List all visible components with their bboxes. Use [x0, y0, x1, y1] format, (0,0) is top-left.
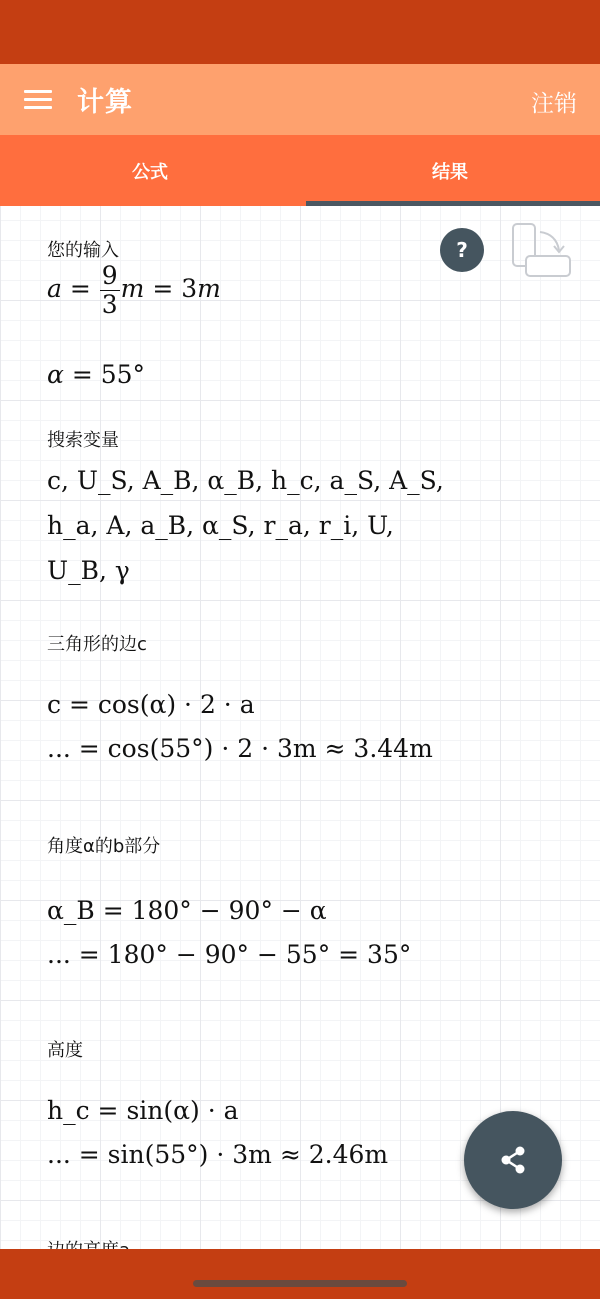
status-bar [0, 0, 600, 64]
system-nav-bar [0, 1249, 600, 1299]
height-formula: h_c = sin(α) · a [47, 1096, 239, 1125]
tab-result[interactable]: 结果 [432, 161, 468, 183]
section-label-side-c: 三角形的边c [47, 634, 147, 655]
input-equation-a: a = $\frac{9}{3}$ m = 3m [47, 261, 221, 319]
section-label-search: 搜索变量 [47, 430, 119, 451]
section-label-input: 您的输入 [47, 240, 119, 261]
result-content[interactable] [0, 206, 600, 1249]
search-variables-line3: U_B, γ [47, 556, 130, 585]
search-variables-line2: h_a, A, a_B, α_S, r_a, r_i, U, [47, 511, 394, 540]
tab-formula[interactable]: 公式 [132, 161, 168, 183]
angle-b-result: ... = 180° − 90° − 55° = 35° [47, 940, 412, 969]
menu-icon[interactable] [24, 90, 52, 110]
app-bar [0, 64, 600, 135]
share-button[interactable] [464, 1111, 562, 1209]
angle-b-formula: α_B = 180° − 90° − α [47, 896, 327, 925]
side-c-formula: c = cos(α) · 2 · a [47, 690, 255, 719]
home-indicator[interactable] [193, 1280, 407, 1287]
input-equation-alpha: α = 55° [47, 360, 146, 389]
section-label-height: 高度 [47, 1040, 83, 1061]
help-icon: ? [456, 238, 468, 262]
share-icon [497, 1144, 529, 1176]
tab-bar [0, 135, 600, 206]
side-c-result: ... = cos(55°) · 2 · 3m ≈ 3.44m [47, 734, 433, 763]
section-label-angle-b: 角度α的b部分 [47, 836, 161, 857]
search-variables-line1: c, U_S, A_B, α_B, h_c, a_S, A_S, [47, 466, 444, 495]
page-title: 计算 [77, 87, 133, 118]
rotate-screen-icon[interactable] [510, 222, 572, 280]
help-button[interactable] [440, 228, 484, 272]
height-result: ... = sin(55°) · 3m ≈ 2.46m [47, 1140, 389, 1169]
logout-button[interactable]: 注销 [531, 91, 577, 117]
